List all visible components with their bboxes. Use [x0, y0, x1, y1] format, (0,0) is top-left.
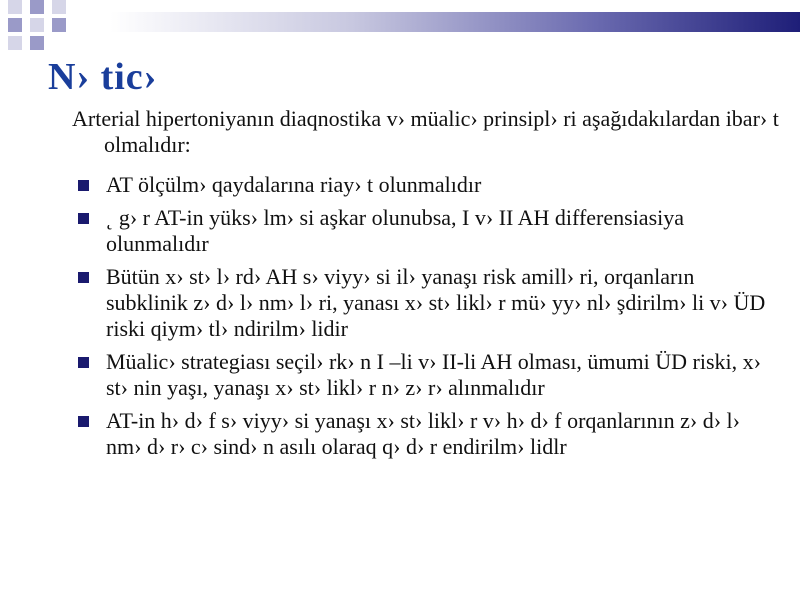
deco-square [30, 0, 44, 14]
deco-square [30, 18, 44, 32]
square-bullet-icon [78, 357, 89, 368]
bullet-item [76, 264, 766, 342]
square-bullet-icon [78, 213, 89, 224]
intro-paragraph: Arterial hipertoniyanın diaqnostika v› müalic› prinsipl› ri aşağıdakılardan ibar› t olmalıdır: [72, 106, 779, 157]
bullet-text: ˛ g› r AT-in yüks› lm› si aşkar olunubsa, I v› II AH differensiasiya olunmalıdır [106, 205, 685, 256]
bullet-item [76, 349, 766, 401]
deco-square [8, 18, 22, 32]
header-gradient-bar [110, 12, 800, 32]
bullet-text: Bütün x› st› l› rd› AH s› viyy› si il› yanaşı risk amill› ri, orqanların subklinik z› d› l› nm› l› ri, yanası x› st› likl› r mü› yy› nl› şdirilm› li v› ÜD riski qiym› tl› ndirilm› lidir [106, 264, 766, 341]
bullet-item [76, 172, 766, 198]
deco-square [8, 0, 22, 14]
square-bullet-icon [78, 272, 89, 283]
deco-square [52, 18, 66, 32]
bullet-text: AT ölçülm› qaydalarına riay› t olunmalıdır [106, 172, 482, 197]
square-bullet-icon [78, 180, 89, 191]
slide-title: N› tic› [48, 56, 158, 98]
square-bullet-icon [78, 416, 89, 427]
bullet-list [76, 172, 766, 467]
deco-square [30, 36, 44, 50]
bullet-item [76, 408, 766, 460]
bullet-text: Müalic› strategiası seçil› rk› n I –li v› II-li AH olması, ümumi ÜD riski, x› st› nin yaşı, yanaşı x› st› likl› r n› z› r› alınmalıdır [106, 349, 761, 400]
deco-square [52, 0, 66, 14]
bullet-text: AT-in h› d› f s› viyy› si yanaşı x› st› likl› r v› h› d› f orqanlarının z› d› l› nm› d› r› c› sind› n asılı olaraq q› d› r endirilm› lidlr [106, 408, 740, 459]
bullet-item [76, 205, 766, 257]
deco-square [8, 36, 22, 50]
slide-header-decoration [0, 0, 800, 56]
